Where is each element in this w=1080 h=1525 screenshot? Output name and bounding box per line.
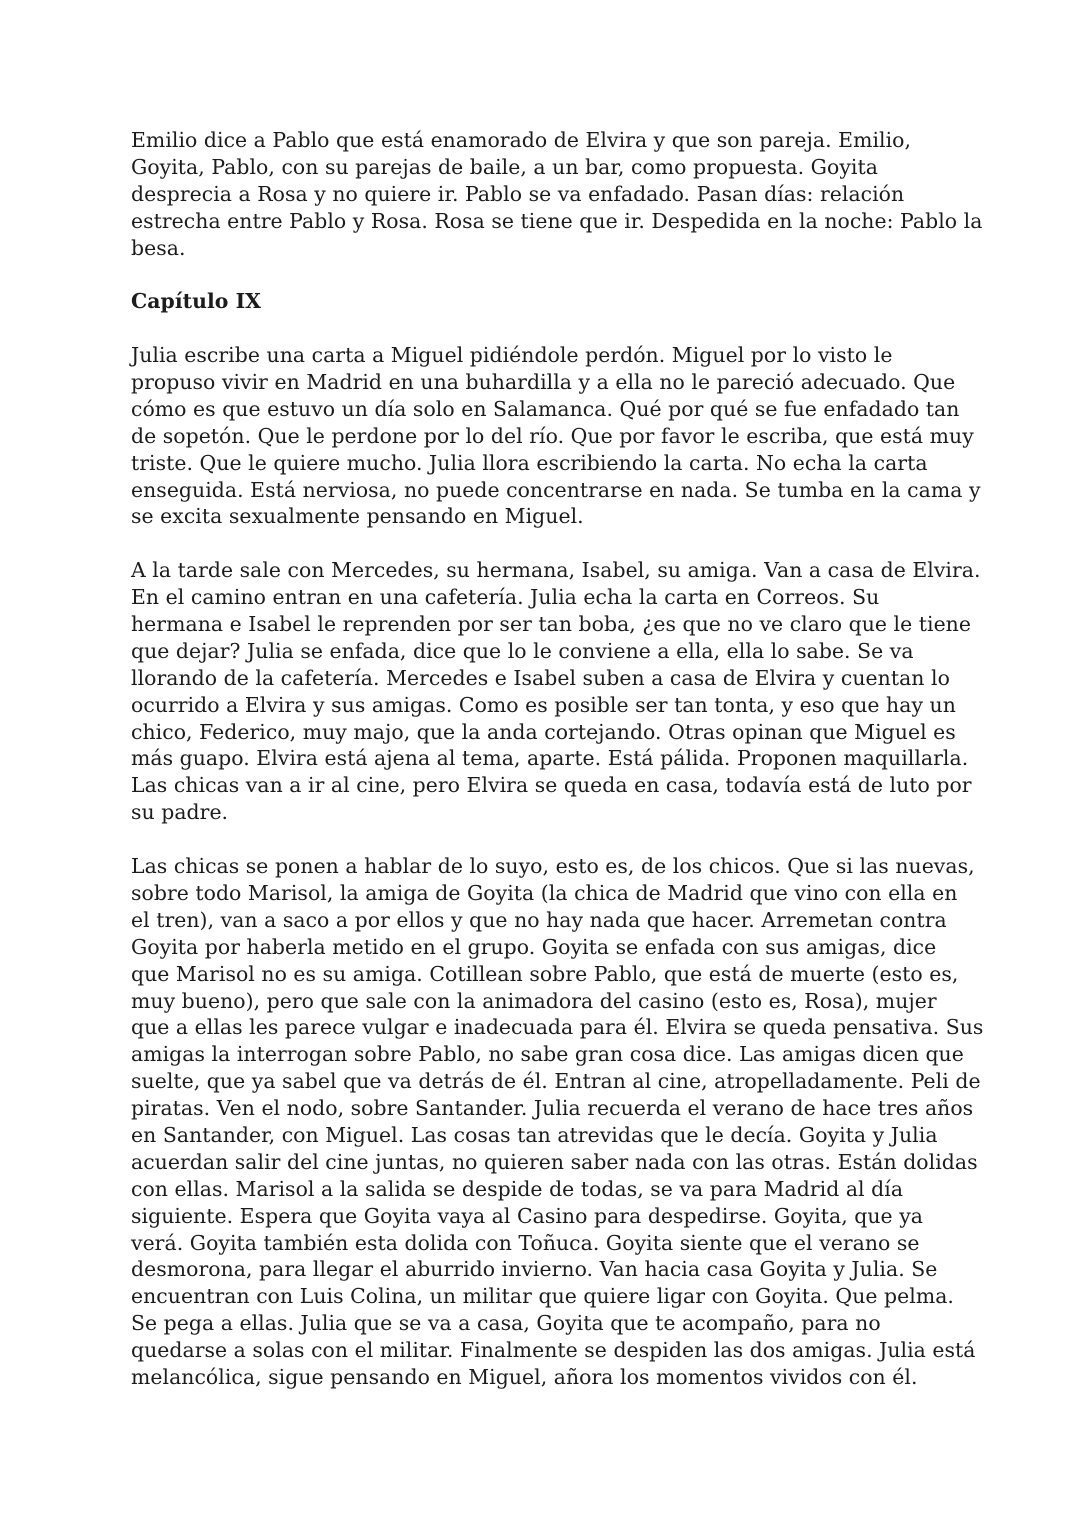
- text-line: se excita sexualmente pensando en Miguel.: [131, 504, 584, 529]
- paragraph: [131, 127, 983, 261]
- text-line: besa.: [131, 235, 186, 260]
- text-line: con ellas. Marisol a la salida se despide de todas, se va para Madrid al día: [131, 1176, 904, 1201]
- paragraph: [131, 853, 984, 1391]
- document-page: [131, 127, 984, 1418]
- text-line: cómo es que estuvo un día solo en Salamanca. Qué por qué se fue enfadado tan: [131, 396, 960, 421]
- intro-section: [131, 127, 983, 261]
- chapter-body: [131, 342, 984, 1391]
- text-line: sobre todo Marisol, la amiga de Goyita (la chica de Madrid que vino con ella en: [131, 880, 958, 905]
- text-line: triste. Que le quiere mucho. Julia llora escribiendo la carta. No echa la carta: [131, 450, 928, 475]
- text-line: enseguida. Está nerviosa, no puede concentrarse en nada. Se tumba en la cama y: [131, 477, 981, 502]
- text-line: quedarse a solas con el militar. Finalmente se despiden las dos amigas. Julia está: [131, 1338, 976, 1363]
- text-line: chico, Federico, muy majo, que la anda cortejando. Otras opinan que Miguel es: [131, 719, 956, 744]
- text-line: Goyita, Pablo, con su parejas de baile, a un bar, como propuesta. Goyita: [131, 154, 878, 179]
- text-line: que a ellas les parece vulgar e inadecuada para él. Elvira se queda pensativa. Sus: [131, 1015, 984, 1040]
- text-line: piratas. Ven el nodo, sobre Santander. Julia recuerda el verano de hace tres años: [131, 1096, 974, 1121]
- text-line: En el camino entran en una cafetería. Julia echa la carta en Correos. Su: [131, 585, 880, 610]
- text-line: verá. Goyita también esta dolida con Toñuca. Goyita siente que el verano se: [131, 1230, 920, 1255]
- text-line: Goyita por haberla metido en el grupo. Goyita se enfada con sus amigas, dice: [131, 934, 937, 959]
- text-line: Se pega a ellas. Julia que se va a casa, Goyita que te acompaño, para no: [131, 1311, 881, 1336]
- text-line: más guapo. Elvira está ajena al tema, aparte. Está pálida. Proponen maquillarla.: [131, 746, 969, 771]
- text-line: hermana e Isabel le reprenden por ser tan boba, ¿es que no ve claro que le tiene: [131, 612, 971, 637]
- text-line: Las chicas van a ir al cine, pero Elvira se queda en casa, todavía está de luto por: [131, 773, 972, 798]
- text-line: Las chicas se ponen a hablar de lo suyo, esto es, de los chicos. Que si las nuevas,: [131, 854, 975, 879]
- text-line: muy bueno), pero que sale con la animadora del casino (esto es, Rosa), mujer: [131, 988, 937, 1013]
- text-line: melancólica, sigue pensando en Miguel, añora los momentos vividos con él.: [131, 1364, 918, 1389]
- text-line: de sopetón. Que le perdone por lo del río. Que por favor le escriba, que está muy: [131, 423, 974, 448]
- text-line: en Santander, con Miguel. Las cosas tan atrevidas que le decía. Goyita y Julia: [131, 1122, 938, 1147]
- text-line: desmorona, para llegar el aburrido invierno. Van hacia casa Goyita y Julia. Se: [131, 1257, 938, 1282]
- text-line: que dejar? Julia se enfada, dice que lo le conviene a ella, ella lo sabe. Se va: [131, 638, 914, 663]
- text-line: siguiente. Espera que Goyita vaya al Casino para despedirse. Goyita, que ya: [131, 1203, 923, 1228]
- text-line: estrecha entre Pablo y Rosa. Rosa se tiene que ir. Despedida en la noche: Pablo la: [131, 208, 983, 233]
- paragraph: [131, 557, 981, 826]
- paragraph: [131, 342, 981, 530]
- text-line: propuso vivir en Madrid en una buhardilla y a ella no le pareció adecuado. Que: [131, 370, 956, 395]
- text-line: suelte, que ya sabel que va detrás de él. Entran al cine, atropelladamente. Peli de: [131, 1069, 981, 1094]
- text-line: acuerdan salir del cine juntas, no quieren saber nada con las otras. Están dolidas: [131, 1149, 978, 1174]
- chapter-heading: Capítulo IX: [131, 289, 262, 314]
- text-line: amigas la interrogan sobre Pablo, no sabe gran cosa dice. Las amigas dicen que: [131, 1042, 964, 1067]
- text-line: su padre.: [131, 800, 229, 825]
- text-line: ocurrido a Elvira y sus amigas. Como es posible ser tan tonta, y eso que hay un: [131, 692, 956, 717]
- text-line: Julia escribe una carta a Miguel pidiéndole perdón. Miguel por lo visto le: [131, 343, 893, 368]
- text-line: A la tarde sale con Mercedes, su hermana, Isabel, su amiga. Van a casa de Elvira.: [131, 558, 981, 583]
- text-line: que Marisol no es su amiga. Cotillean sobre Pablo, que está de muerte (esto es,: [131, 961, 959, 986]
- text-line: el tren), van a saco a por ellos y que no hay nada que hacer. Arremetan contra: [131, 907, 947, 932]
- text-line: desprecia a Rosa y no quiere ir. Pablo se va enfadado. Pasan días: relación: [131, 181, 905, 206]
- text-line: Emilio dice a Pablo que está enamorado de Elvira y que son pareja. Emilio,: [131, 128, 912, 152]
- text-line: llorando de la cafetería. Mercedes e Isabel suben a casa de Elvira y cuentan lo: [131, 665, 950, 690]
- text-line: encuentran con Luis Colina, un militar que quiere ligar con Goyita. Que pelma.: [131, 1284, 954, 1309]
